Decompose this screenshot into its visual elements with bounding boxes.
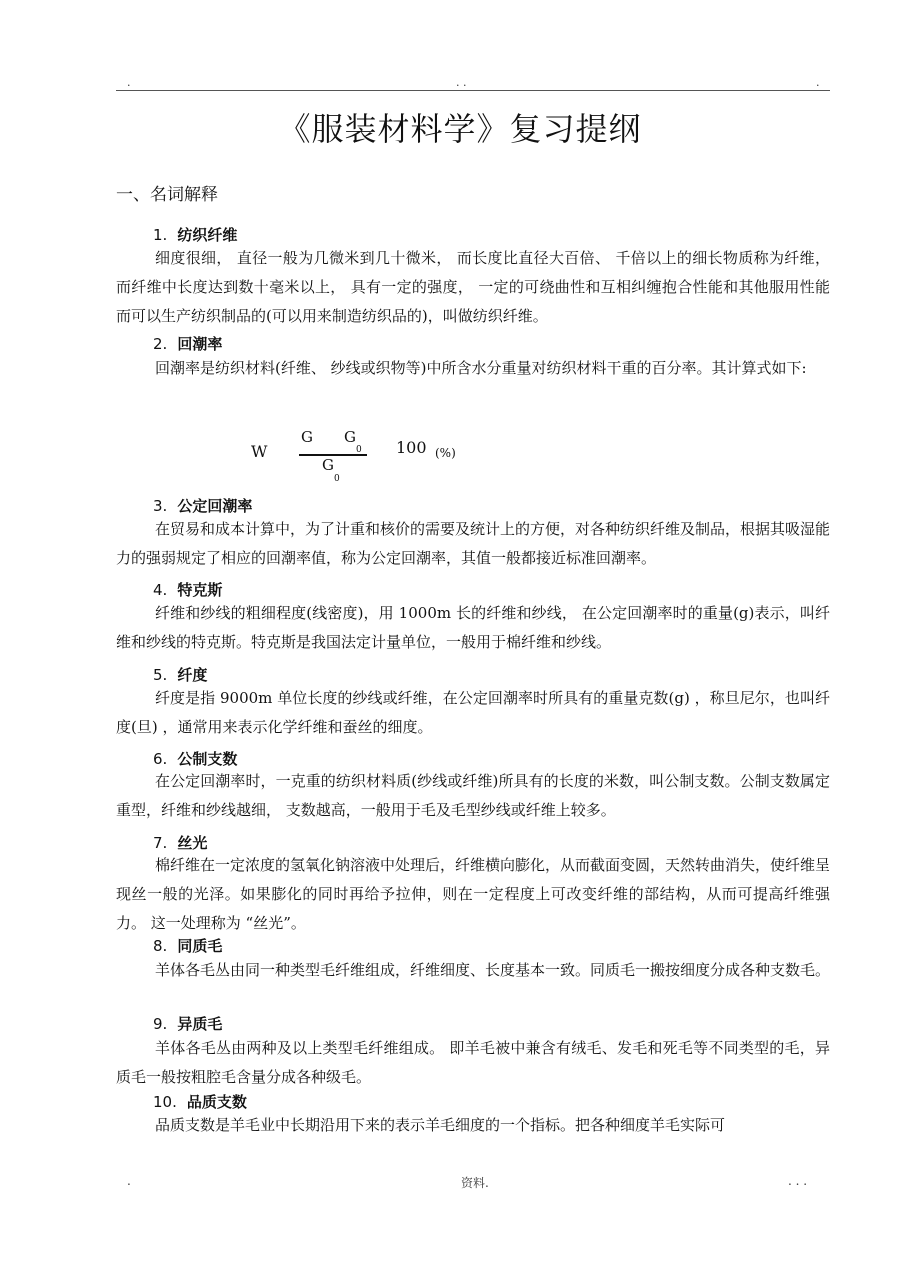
header-dot-left: . [127, 76, 131, 89]
term-name: 异质毛 [177, 1015, 223, 1033]
term-heading [153, 664, 207, 685]
term-name: 公定回潮率 [177, 497, 253, 515]
formula-denominator: G [322, 456, 334, 474]
formula-subscript: 0 [334, 474, 340, 484]
term-name: 公制支数 [177, 750, 238, 768]
footer-dots-right: . . . [788, 1174, 808, 1188]
header-rule [116, 90, 830, 91]
term-heading [153, 495, 252, 516]
term-number: 6. [153, 750, 168, 768]
term-heading [153, 333, 222, 354]
formula-g: G [301, 428, 313, 446]
term-number: 8. [153, 937, 168, 955]
formula-g0: G [344, 428, 356, 446]
term-definition: 羊体各毛丛由两种及以上类型毛纤维组成。 即羊毛被中兼含有绒毛、发毛和死毛等不同类型的毛，异质毛一般按粗腔毛含量分成各种级毛。 [116, 1039, 830, 1086]
term-heading [153, 935, 222, 956]
term-heading [153, 1013, 222, 1034]
footer-dot-left: . [127, 1174, 131, 1188]
term-name: 同质毛 [177, 937, 223, 955]
term-name: 纤度 [177, 666, 208, 684]
term-heading [153, 832, 207, 853]
term-number: 9. [153, 1015, 168, 1033]
document-title: 《服装材料学》复习提纲 [278, 110, 642, 148]
term-heading [153, 1091, 247, 1112]
term-definition: 在公定回潮率时，一克重的纺织材料质(纱线或纤维)所具有的长度的米数，叫公制支数。公制支数属定重型，纤维和纱线越细， 支数越高，一般用于毛及毛型纱线或纤维上较多。 [116, 772, 830, 819]
term-name: 品质支数 [186, 1093, 247, 1111]
term-name: 特克斯 [177, 581, 223, 599]
term-number: 3. [153, 497, 168, 515]
term-number: 7. [153, 834, 168, 852]
term-heading [153, 224, 237, 245]
formula-unit: (%) [435, 446, 456, 460]
term-definition: 纤维和纱线的粗细程度(线密度)，用 1000m 长的纤维和纱线， 在公定回潮率时的重量(g)表示，叫纤维和纱线的特克斯。特克斯是我国法定计量单位，一般用于棉纤维和纱线。 [116, 604, 830, 651]
footer-label: 资料. [461, 1176, 489, 1190]
term-name: 回潮率 [177, 335, 223, 353]
term-name: 纺织纤维 [177, 226, 238, 244]
term-number: 10. [153, 1093, 177, 1111]
term-number: 5. [153, 666, 168, 684]
term-number: 1. [153, 226, 168, 244]
section-heading: 一、名词解释 [116, 185, 218, 205]
term-definition: 棉纤维在一定浓度的氢氧化钠溶液中处理后，纤维横向膨化，从而截面变圆，天然转曲消失，使纤维呈现丝一般的光泽。如果膨化的同时再给予拉伸，则在一定程度上可改变纤维的部结构，从而可提高纤维强力。 这一处理称为 “丝光”。 [116, 856, 831, 932]
term-number: 2. [153, 335, 168, 353]
term-heading [153, 579, 222, 600]
term-definition: 品质支数是羊毛业中长期沿用下来的表示羊毛细度的一个指标。把各种细度羊毛实际可 [155, 1116, 726, 1134]
header-dot-mid: . . [456, 76, 467, 89]
formula-subscript: 0 [356, 445, 362, 455]
term-definition: 羊体各毛丛由同一种类型毛纤维组成，纤维细度、长度基本一致。同质毛一搬按细度分成各种支数毛。 [155, 961, 831, 979]
formula-factor: 100 [396, 438, 427, 457]
term-definition: 细度很细， 直径一般为几微米到几十微米， 而长度比直径大百倍、 千倍以上的细长物质称为纤维， 而纤维中长度达到数十毫米以上， 具有一定的强度， 一定的可绕曲性和互相纠缠抱合性能和其他服用性能而可以生产纺织制品的(可以用来制造纺织品的)，叫做纺织纤维。 [116, 249, 830, 325]
term-definition: 回潮率是纺织材料(纤维、 纱线或织物等)中所含水分重量对纺织材料干重的百分率。其计算式如下: [155, 359, 807, 377]
header-dot-right: . [816, 76, 820, 89]
term-heading [153, 748, 237, 769]
term-number: 4. [153, 581, 168, 599]
term-name: 丝光 [177, 834, 208, 852]
formula-w: W [251, 442, 268, 461]
term-definition: 在贸易和成本计算中，为了计重和核价的需要及统计上的方便，对各种纺织纤维及制品，根据其吸湿能力的强弱规定了相应的回潮率值，称为公定回潮率，其值一般都接近标准回潮率。 [116, 520, 831, 567]
term-definition: 纤度是指 9000m 单位长度的纱线或纤维，在公定回潮率时所具有的重量克数(g) ，称旦尼尔，也叫纤度(旦) ，通常用来表示化学纤维和蚕丝的细度。 [116, 689, 830, 736]
